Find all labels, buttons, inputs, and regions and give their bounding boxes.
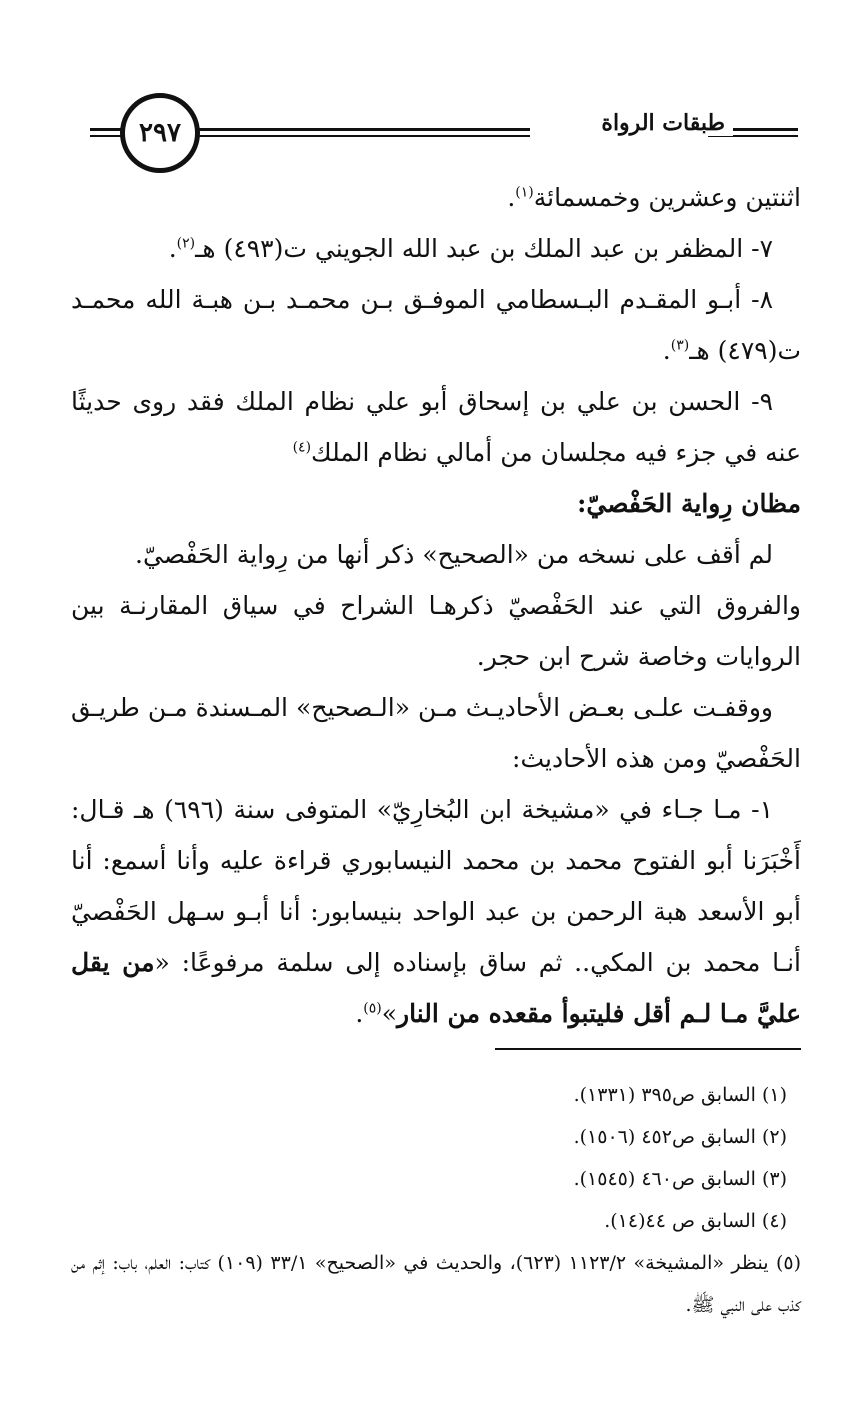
footnote: (٢) السابق ص٤٥٢ (١٥٠٦). — [573, 1126, 787, 1148]
paragraph: والفروق التي عند الحَفْصيّ ذكرهـا الشراح في سياق المقارنـة بين الروايات وخاصة شرح ابن حجر. — [71, 591, 801, 671]
list-item: ٧- المظفر بن عبد الملك بن عبد الله الجويني ت(٤٩٣) هـ$^{(٢)}$. — [168, 234, 773, 263]
item-text: ٨- أبـو المقـدم البـسطامي الموفـق بـن محمـد بـن هبـة الله محمـد ت(٤٧٩) هـ — [71, 285, 801, 365]
running-header — [90, 88, 798, 178]
footnote-ref: (٣) — [670, 337, 690, 354]
paragraph: ووقفـت علـى بعـض الأحاديـث مـن «الـصحيح» المـسندة مـن طريـق الحَفْصيّ ومن هذه الأحاديث: — [71, 693, 801, 773]
page-number: ٢٩٧ — [120, 93, 200, 173]
item-text: ٩- الحسن بن علي بن إسحاق أبو علي نظام الملك فقد روى حديثًا عنه في جزء فيه مجلسان من أمالي نظام الملك — [71, 387, 801, 467]
paragraph: اثنتين وعشرين وخمسمائة$^{(١)}$. — [507, 183, 801, 212]
quote-close: » — [381, 999, 398, 1028]
footnote-separator — [495, 1048, 801, 1050]
list-item — [71, 376, 801, 478]
footnote: (٣) السابق ص٤٦٠ (١٥٤٥). — [573, 1168, 787, 1190]
section-heading: مظان رِواية الحَفْصيّ: — [577, 489, 801, 518]
footnote: (١) السابق ص٣٩٥ (١٣٣١). — [573, 1084, 787, 1106]
footnote-ref: (١) — [515, 184, 534, 201]
body-text — [71, 172, 801, 1039]
footnote-ref: (٤) — [292, 439, 312, 456]
footnote: (٥) ينظر «المشيخة» ١١٢٣/٢ (٦٢٣)، والحديث في «الصحيح» ٣٣/١ (١٠٩) كتاب: العلم، باب: إثم من كذب على النبي ﷺ. — [71, 1252, 802, 1316]
hadith-quote: من يقل عليَّ مـا لـم أقل فليتبوأ مقعده من النار — [71, 948, 801, 1028]
list-item: ١- مـا جـاء في «مشيخة ابن البُخارِيّ» المتوفى سنة (٦٩٦) هـ قـال: أَخْبَرَنا أبو الفتوح محمد بن محمد النيسابوري قراءة عليه وأنا أسمع: أنا أبو الأسعد هبة الرحمن بن عبد الواحد بنيسابور: أنا أبـو سـهل الحَفْصيّ أنـا محمد بن المكي.. ثم ساق بإسناده إلى سلمة مرفوعًا: «من يقل عليَّ مـا لـم أقل فليتبوأ مقعده من النار»$^{(٥)}$. — [71, 795, 801, 1028]
footnote: (٤) السابق ص ٤٤(١٤). — [604, 1210, 787, 1232]
footnote-ref: (٢) — [176, 235, 196, 252]
running-title: طبقات الرواة — [593, 110, 733, 136]
paragraph: لم أقف على نسخه من «الصحيح» ذكر أنها من رِواية الحَفْصيّ. — [135, 540, 773, 569]
footnote-ref: (٥) — [363, 1000, 382, 1017]
item-text: ١- مـا جـاء في «مشيخة ابن البُخارِيّ» المتوفى سنة (٦٩٦) هـ قـال: أَخْبَرَنا أبو الفتوح محمد بن محمد النيسابوري قراءة عليه وأنا أسمع: أنا أبو الأسعد هبة الرحمن بن عبد الواحد بنيسابور: أنا أبـو سـهل الحَفْصيّ أنـا محمد بن المكي.. ثم ساق بإسناده إلى سلمة مرفوعًا: « — [71, 795, 801, 977]
footnotes — [71, 1074, 801, 1326]
item-text: ٧- المظفر بن عبد الملك بن عبد الله الجويني ت(٤٩٣) هـ — [195, 234, 773, 263]
list-item: ٨- أبـو المقـدم البـسطامي الموفـق بـن محمـد بـن هبـة الله محمـد ت(٤٧٩) هـ$^{(٣)}$. — [71, 285, 801, 365]
text-line: اثنتين وعشرين وخمسمائة — [533, 183, 801, 212]
